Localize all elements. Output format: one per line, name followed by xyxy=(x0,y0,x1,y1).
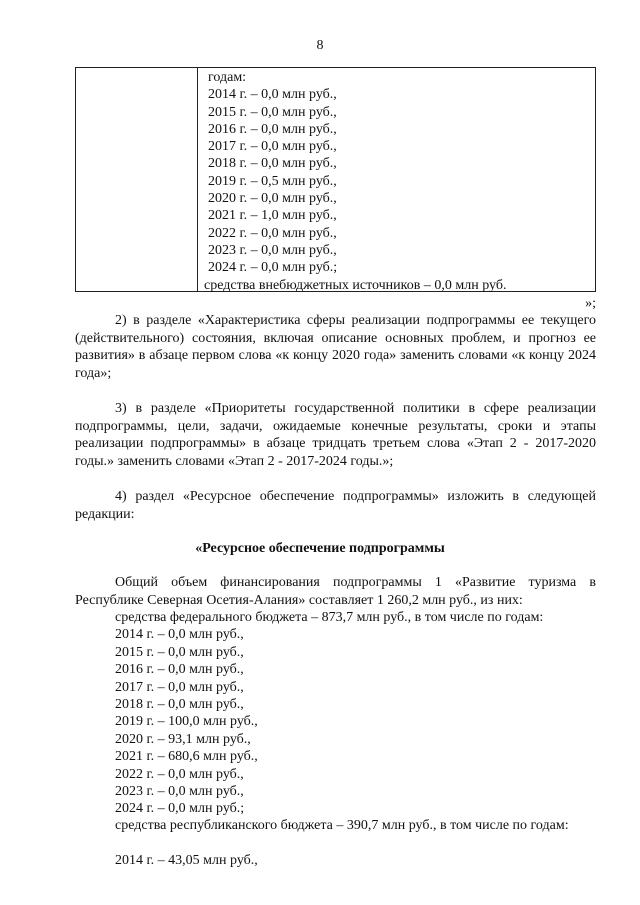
page-number: 8 xyxy=(316,38,324,53)
republican-intro: средства республиканского бюджета – 390,7 млн руб., в том числе по годам: xyxy=(115,818,569,833)
federal-year: 2021 г. – 680,6 млн руб., xyxy=(115,749,258,765)
table-line: 2020 г. – 0,0 млн руб., xyxy=(208,191,337,207)
table-column-divider xyxy=(197,68,198,291)
table-line: 2023 г. – 0,0 млн руб., xyxy=(208,242,337,258)
table-line: 2018 г. – 0,0 млн руб., xyxy=(208,156,337,172)
paragraph-3: 3) в разделе «Приоритеты государственной политики в сфере реализации подпрограммы, цели, задачи, ожидаемые конечные результаты, сроки и этапы реализации подпрограммы» в абзаце тридцать третьем слова «Этап 2 - 2017-2020 годы.» заменить словами «Этап 2 - 2017-2024 годы.»; xyxy=(75,401,596,469)
republican-year: 2014 г. – 43,05 млн руб., xyxy=(115,853,258,868)
table-line: 2021 г. – 1,0 млн руб., xyxy=(208,208,337,224)
section-heading: «Ресурсное обеспечение подпрограммы xyxy=(195,541,445,556)
closing-quote: »; xyxy=(585,296,596,311)
table-line: 2016 г. – 0,0 млн руб., xyxy=(208,121,337,137)
republican-funding-list xyxy=(115,852,258,869)
paragraph-2: 2) в разделе «Характеристика сферы реализации подпрограммы ее текущего (действительного) состояния, включая описание основных проблем, и прогноз ее развития» в абзаце первом слова «к концу 2020 года» заменить словами «к концу 2024 года»; xyxy=(75,313,596,381)
federal-intro: средства федерального бюджета – 873,7 млн руб., в том числе по годам: xyxy=(115,610,544,625)
table-line: 2024 г. – 0,0 млн руб.; xyxy=(208,260,338,276)
table-right-cell xyxy=(204,69,591,294)
table-line: 2015 г. – 0,0 млн руб., xyxy=(208,104,337,120)
federal-year: 2014 г. – 0,0 млн руб., xyxy=(115,627,244,643)
table-line: годам: xyxy=(208,70,247,85)
federal-year: 2020 г. – 93,1 млн руб., xyxy=(115,731,251,747)
table-line-extrabudgetary: средства внебюджетных источников – 0,0 млн руб. xyxy=(204,277,507,293)
table-line: 2014 г. – 0,0 млн руб., xyxy=(208,87,337,103)
paragraph-4: 4) раздел «Ресурсное обеспечение подпрограммы» изложить в следующей редакции: xyxy=(75,489,596,522)
federal-year: 2022 г. – 0,0 млн руб., xyxy=(115,766,244,782)
federal-year: 2016 г. – 0,0 млн руб., xyxy=(115,662,244,678)
table-line: 2022 г. – 0,0 млн руб., xyxy=(208,225,337,241)
federal-year: 2019 г. – 100,0 млн руб., xyxy=(115,714,258,730)
table-line: 2019 г. – 0,5 млн руб., xyxy=(208,173,337,189)
federal-year: 2017 г. – 0,0 млн руб., xyxy=(115,679,244,695)
federal-year: 2015 г. – 0,0 млн руб., xyxy=(115,644,244,660)
table-line: 2017 г. – 0,0 млн руб., xyxy=(208,139,337,155)
federal-funding-list xyxy=(115,609,543,818)
paragraph-total: Общий объем финансирования подпрограммы 1 «Развитие туризма в Республике Северная Осетия-Алания» составляет 1 260,2 млн руб., из них: xyxy=(75,575,596,608)
federal-year: 2023 г. – 0,0 млн руб., xyxy=(115,784,244,800)
funding-table xyxy=(75,67,596,292)
federal-year: 2024 г. – 0,0 млн руб.; xyxy=(115,801,245,817)
federal-year: 2018 г. – 0,0 млн руб., xyxy=(115,697,244,713)
